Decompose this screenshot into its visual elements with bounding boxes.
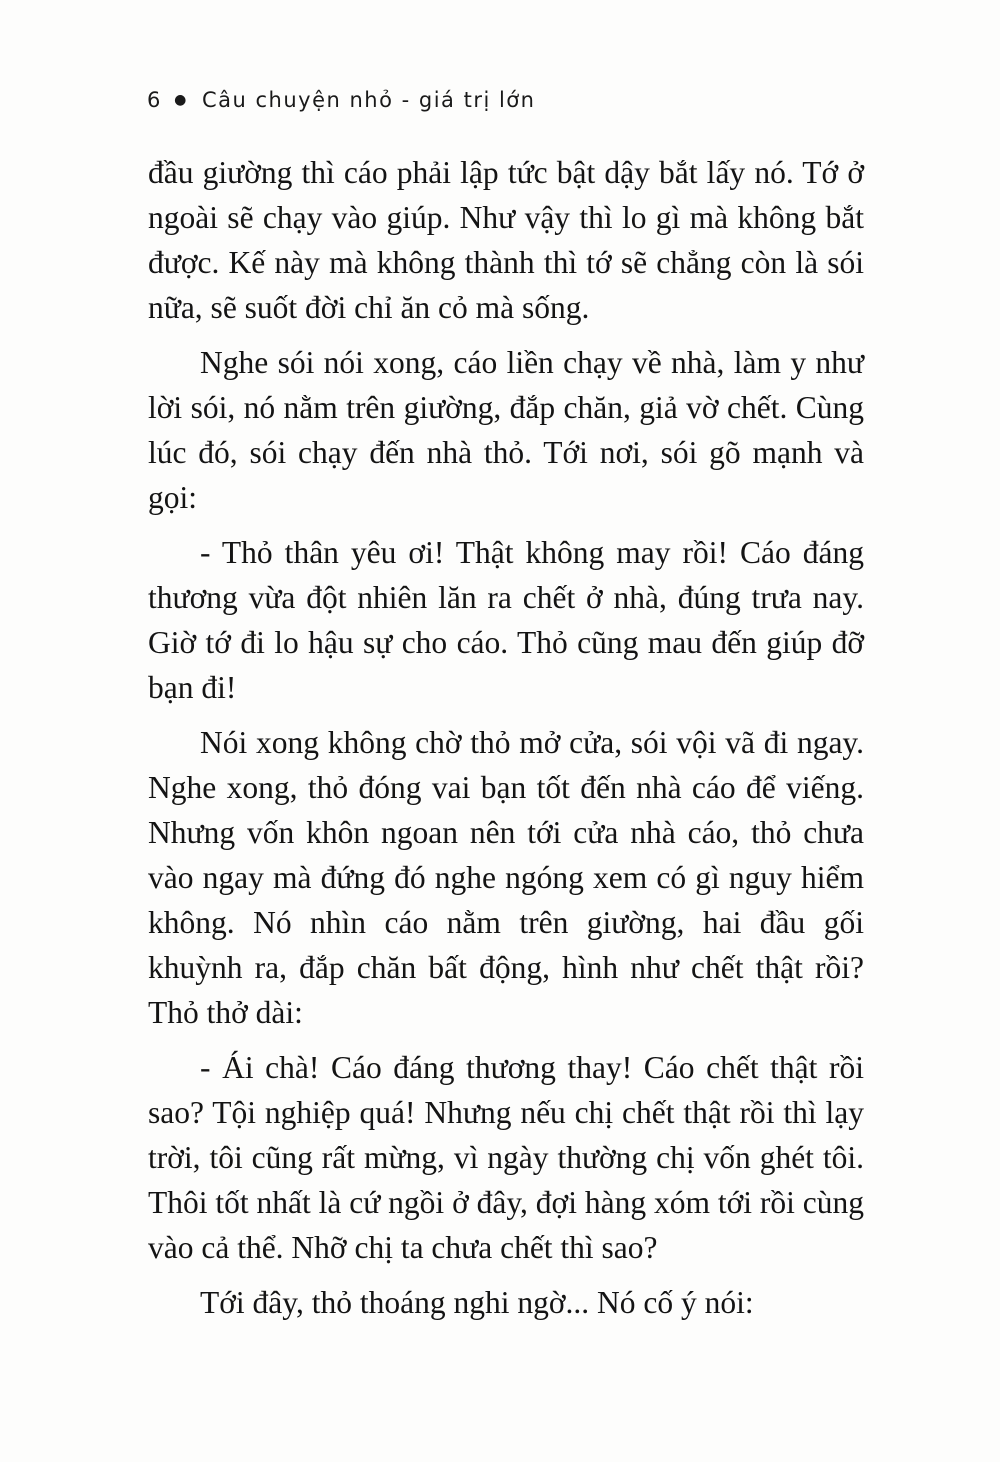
paragraph: Nghe sói nói xong, cáo liền chạy về nhà, làm y như lời sói, nó nằm trên giường, đắp chăn, giả vờ chết. Cùng lúc đó, sói chạy đến nhà thỏ. Tới nơi, sói gõ mạnh và gọi:	[148, 345, 864, 515]
paragraph: Tới đây, thỏ thoáng nghi ngờ... Nó cố ý nói:	[200, 1285, 754, 1320]
dialogue-paragraph: - Ái chà! Cáo đáng thương thay! Cáo chết thật rồi sao? Tội nghiệp quá! Nhưng nếu chị chết thật rồi thì lạy trời, tôi cũng rất mừng, vì ngày thường chị vốn ghét tôi. Thôi tốt nhất là cứ ngồi ở đây, đợi hàng xóm tới rồi cùng vào cả thể. Nhỡ chị ta chưa chết thì sao?	[148, 1050, 864, 1265]
book-title: Câu chuyện nhỏ - giá trị lớn	[201, 88, 536, 112]
running-header	[147, 88, 535, 112]
bullet-separator: ●	[174, 92, 188, 108]
page-number: 6	[147, 88, 162, 112]
paragraph-continuation: đầu giường thì cáo phải lập tức bật dậy bắt lấy nó. Tớ ở ngoài sẽ chạy vào giúp. Như vậy thì lo gì mà không bắt được. Kế này mà không thành thì tớ sẽ chẳng còn là sói nữa, sẽ suốt đời chỉ ăn cỏ mà sống.	[148, 155, 864, 325]
dialogue-paragraph: - Thỏ thân yêu ơi! Thật không may rồi! Cáo đáng thương vừa đột nhiên lăn ra chết ở nhà, đúng trưa nay. Giờ tớ đi lo hậu sự cho cáo. Thỏ cũng mau đến giúp đỡ bạn đi!	[148, 535, 864, 705]
body-text	[148, 150, 864, 1335]
paragraph: Nói xong không chờ thỏ mở cửa, sói vội vã đi ngay. Nghe xong, thỏ đóng vai bạn tốt đến nhà cáo để viếng. Nhưng vốn khôn ngoan nên tới cửa nhà cáo, thỏ chưa vào ngay mà đứng đó nghe ngóng xem có gì nguy hiểm không. Nó nhìn cáo nằm trên giường, hai đầu gối khuỳnh ra, đắp chăn bất động, hình như chết thật rồi? Thỏ thở dài:	[148, 725, 864, 1030]
